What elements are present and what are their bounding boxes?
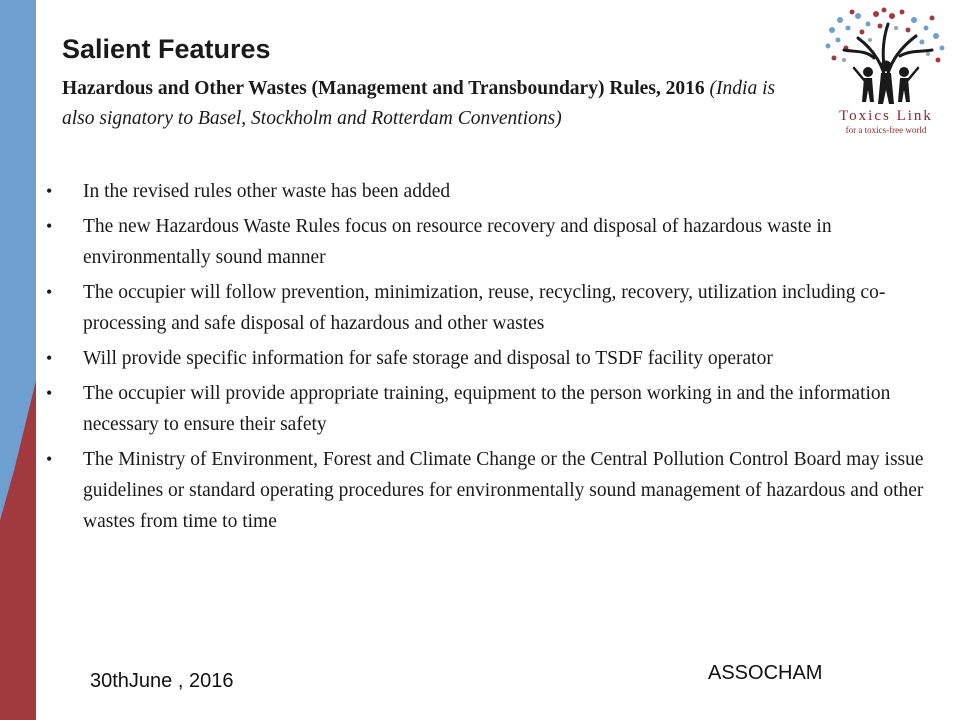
subtitle-note: (India is also signatory to Basel, Stockholm and Rotterdam Conventions) — [62, 78, 776, 129]
toxics-link-logo — [818, 6, 954, 138]
bullet-dot: • — [46, 282, 53, 302]
bullet-dot: • — [46, 383, 53, 403]
bullet-text: The occupier will follow prevention, minimization, reuse, recycling, recovery, utilization including co-processing and safe disposal of hazardous and other wastes — [83, 282, 886, 334]
bullet-item — [46, 277, 926, 339]
tree-people-logo — [826, 8, 945, 105]
logo-name: Toxics Link — [839, 108, 933, 124]
bullet-item — [46, 444, 926, 537]
bullet-item — [46, 211, 926, 273]
bullet-item — [46, 378, 926, 440]
bullet-text: The occupier will provide appropriate training, equipment to the person working in and the information necessary to ensure their safety — [83, 383, 891, 435]
bullet-text: The new Hazardous Waste Rules focus on resource recovery and disposal of hazardous waste in environmentally sound manner — [83, 216, 832, 268]
bullet-text: In the revised rules other waste has been added — [83, 181, 451, 202]
slide-subtitle — [62, 74, 812, 134]
bullet-dot: • — [46, 216, 53, 236]
bullet-text: Will provide specific information for safe storage and disposal to TSDF facility operator — [83, 348, 773, 369]
side-decoration — [0, 0, 40, 720]
bullet-dot: • — [46, 449, 53, 469]
bullet-dot: • — [46, 181, 53, 201]
bullet-list — [46, 176, 926, 541]
logo-tagline: for a toxics-free world — [845, 125, 927, 135]
bullet-dot: • — [46, 348, 53, 368]
slide-title: Salient Features — [62, 34, 271, 64]
subtitle-rules-name: Hazardous and Other Wastes (Management and Transboundary) Rules, 2016 — [62, 78, 705, 99]
bullet-item — [46, 343, 926, 374]
bullet-text: The Ministry of Environment, Forest and Climate Change or the Central Pollution Control Board may issue guidelines or standard operating procedures for environmentally sound management of hazardous and other wastes from time to time — [83, 449, 924, 532]
footer-date: 30thJune , 2016 — [90, 670, 234, 692]
footer-organization: ASSOCHAM — [708, 662, 823, 684]
bullet-item — [46, 176, 926, 207]
